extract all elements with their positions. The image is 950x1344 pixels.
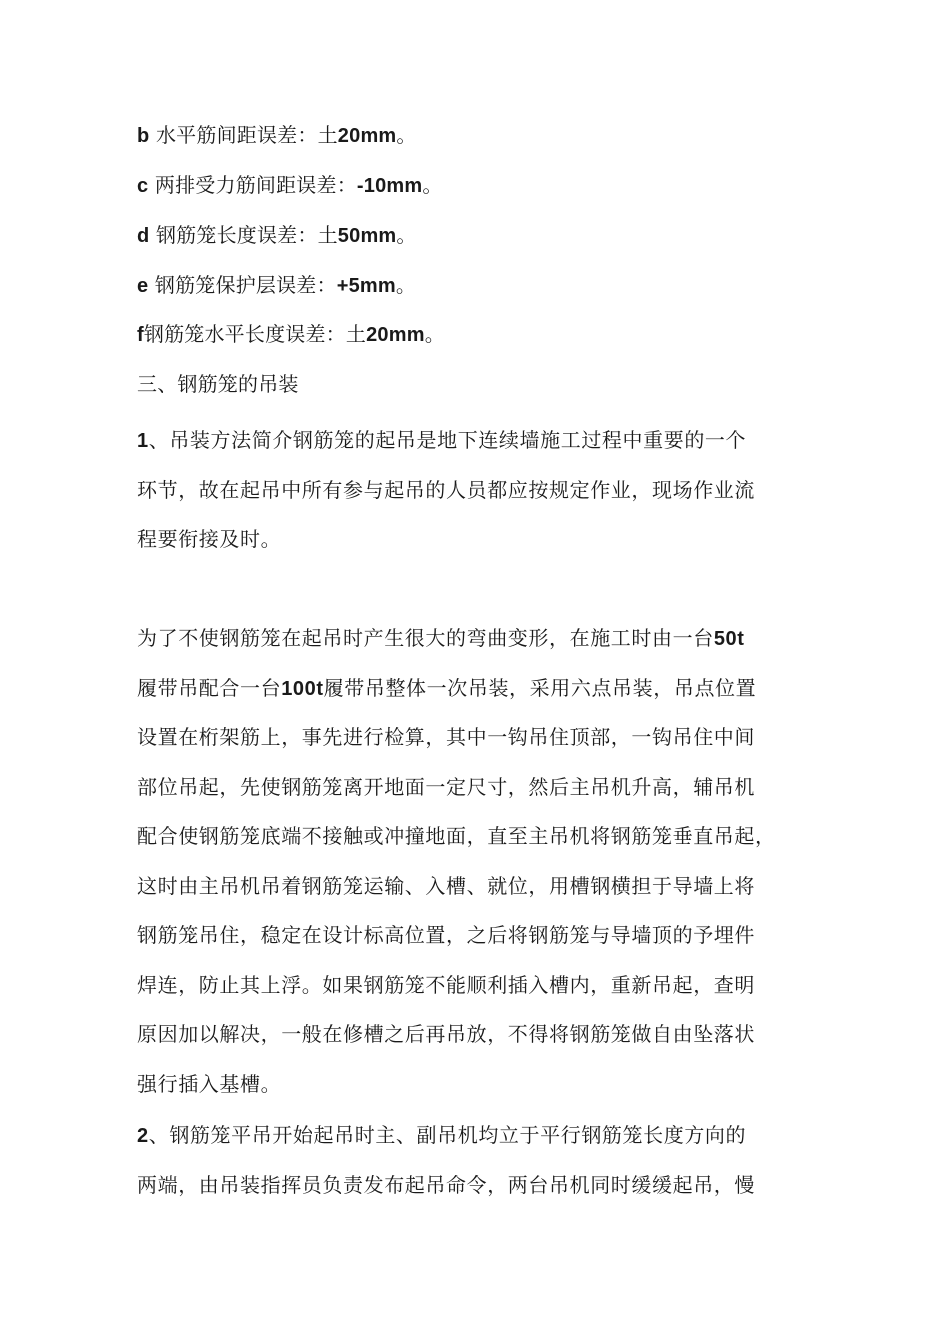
paragraph-row: 这时由主吊机吊着钢筋笼运输、入槽、就位，用槽钢横担于导墙上将	[137, 873, 755, 898]
tolerance-line-b	[137, 121, 417, 150]
item-suffix: 。	[422, 173, 443, 197]
item-value: -10mm	[356, 175, 423, 197]
item-value: 20mm	[337, 125, 397, 147]
paragraph-row: 焊连，防止其上浮。如果钢筋笼不能顺利插入槽内，重新吊起，查明	[137, 972, 755, 997]
item-suffix: 。	[395, 273, 417, 297]
paragraph-row: 履带吊配合一台100t履带吊整体一次吊装，采用六点吊装，吊点位置	[137, 675, 757, 700]
tolerance-line-c	[137, 171, 443, 200]
item-value: +5mm	[336, 275, 396, 297]
crane-capacity: 50t	[713, 628, 745, 650]
item-letter: b	[137, 125, 150, 147]
item-text: 钢筋笼保护层误差：	[154, 273, 337, 297]
tolerance-line-f	[137, 320, 445, 349]
paragraph-row: 强行插入基槽。	[137, 1071, 282, 1096]
paragraph-row: 原因加以解决，一般在修槽之后再吊放，不得将钢筋笼做自由坠落状	[137, 1022, 755, 1046]
tolerance-line-e	[137, 271, 416, 300]
paragraph-row: 1、吊装方法简介钢筋笼的起吊是地下连续墙施工过程中重要的一个	[137, 428, 747, 452]
paragraph-row: 为了不使钢筋笼在起吊时产生很大的弯曲变形，在施工时由一台50t	[137, 626, 745, 650]
paragraph-row: 钢筋笼吊住，稳定在设计标高位置，之后将钢筋笼与导墙顶的予埋件	[137, 923, 755, 947]
item-suffix: 。	[396, 123, 417, 147]
item-text: 钢筋笼水平长度误差：土	[143, 322, 367, 346]
item-text: 水平筋间距误差：土	[155, 123, 338, 147]
item-2-paragraph	[137, 1111, 837, 1210]
paragraph-row: 两端，由吊装指挥员负责发布起吊命令，两台吊机同时缓缓起吊，慢	[137, 1172, 755, 1197]
section-heading: 三、钢筋笼的吊装	[137, 372, 299, 396]
item-number: 1	[137, 430, 149, 452]
item-letter: d	[137, 225, 150, 247]
item-value: 50mm	[337, 225, 397, 247]
crane-capacity: 100t	[281, 677, 324, 700]
tolerance-line-d	[137, 221, 417, 250]
paragraph-row: 配合使钢筋笼底端不接触或冲撞地面，直至主吊机将钢筋笼垂直吊起，	[137, 824, 776, 848]
paragraph-row: 2、钢筋笼平吊开始起吊时主、副吊机均立于平行钢筋笼长度方向的	[137, 1123, 747, 1147]
item-number: 2	[137, 1125, 149, 1147]
item-1-paragraph	[137, 416, 837, 565]
item-letter: f	[137, 324, 144, 346]
paragraph-row: 环节，故在起吊中所有参与起吊的人员都应按规定作业，现场作业流	[137, 477, 755, 502]
item-suffix: 。	[424, 322, 445, 346]
item-letter: e	[137, 275, 149, 297]
paragraph-row: 设置在桁架筋上，事先进行检算，其中一钩吊住顶部，一钩吊住中间	[137, 725, 755, 749]
item-value: 20mm	[366, 324, 425, 346]
item-suffix: 。	[396, 223, 417, 247]
paragraph-row: 程要衔接及时。	[137, 527, 282, 551]
item-text: 两排受力筋间距误差：	[154, 173, 357, 197]
paragraph-row: 部位吊起，先使钢筋笼离开地面一定尺寸，然后主吊机升高，辅吊机	[137, 774, 755, 799]
lifting-paragraph	[137, 614, 837, 1109]
item-letter: c	[137, 175, 149, 197]
item-text: 钢筋笼长度误差：土	[155, 223, 338, 247]
